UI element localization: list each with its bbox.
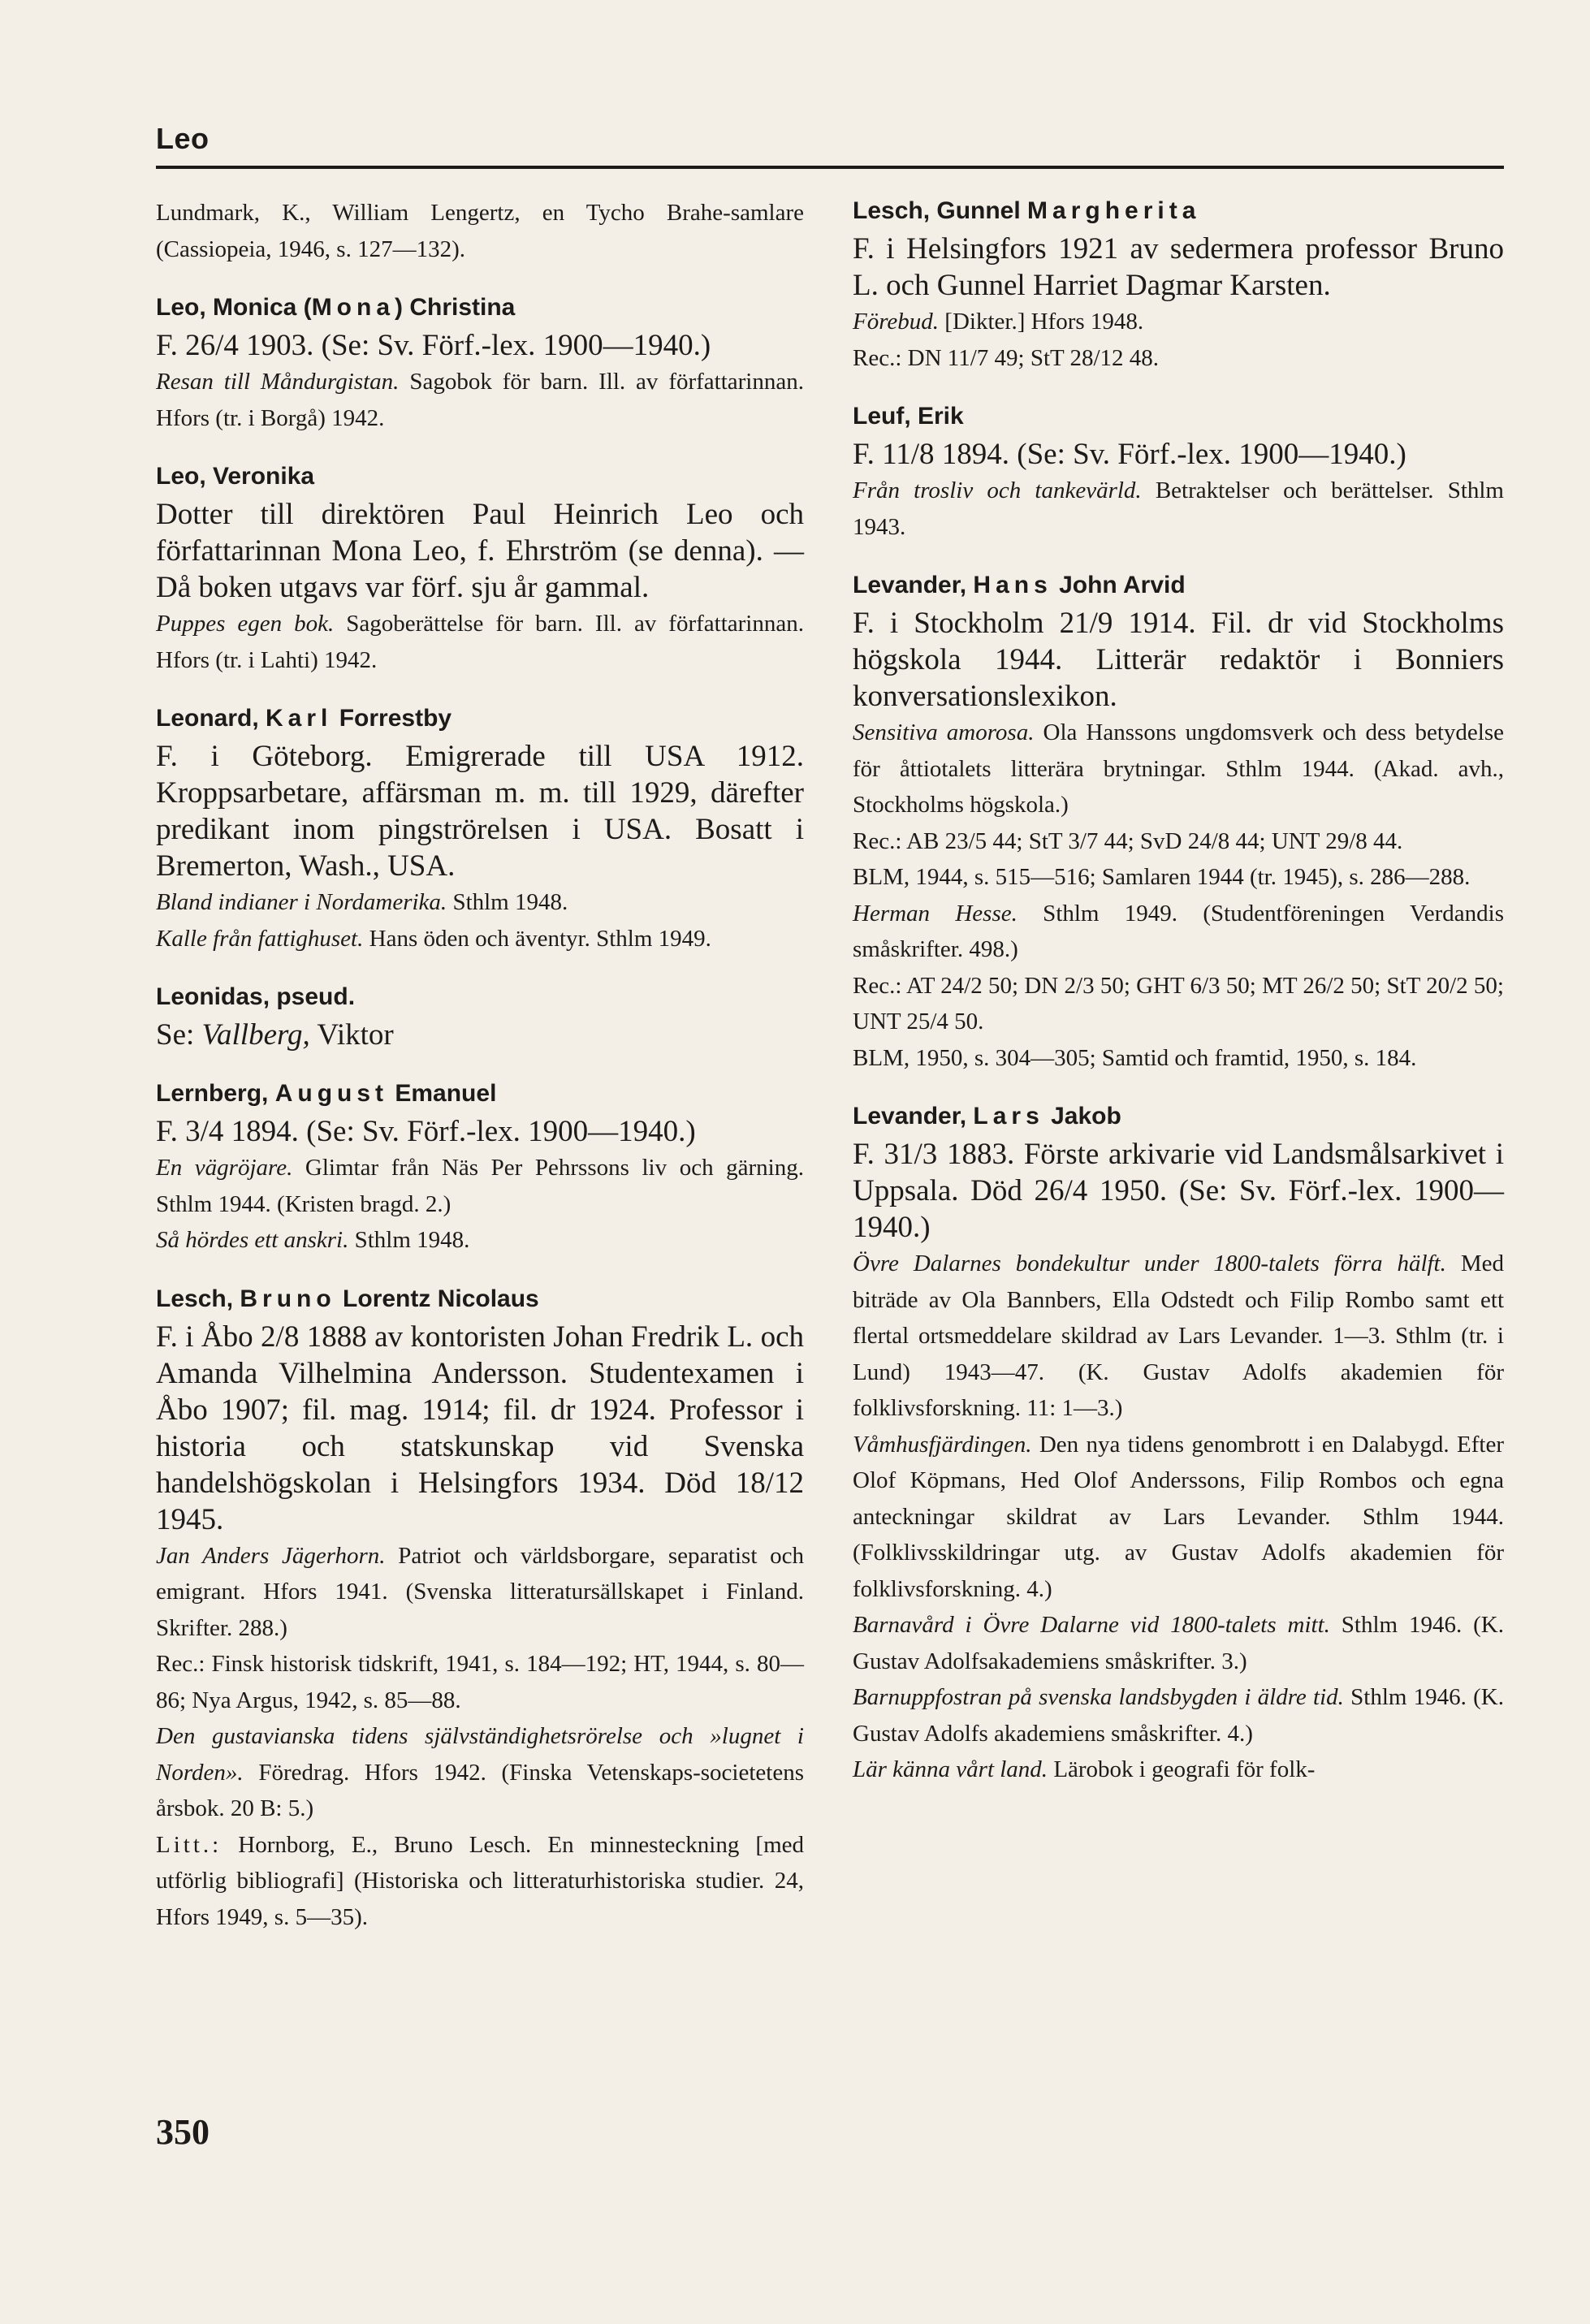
- entry-see-reference: Se: Vallberg, Viktor: [156, 1018, 394, 1052]
- entry-lernberg-august: [156, 1078, 804, 1259]
- entry-work: Sensitiva amorosa. Ola Hanssons ungdomsverk och dess betydelse för åttiotalets litterära brytningar. Sthlm 1944. (Akad. avh., Stockholms högskola.): [853, 719, 1505, 818]
- entry-biography: F. 26/4 1903. (Se: Sv. Förf.-lex. 1900—1940.): [156, 329, 711, 362]
- entry-review: Rec.: Finsk historisk tidskrift, 1941, s. 184—192; HT, 1944, s. 80—86; Nya Argus, 1942, s. 85—88.: [156, 1651, 804, 1713]
- entry-work: Puppes egen bok. Sagoberättelse för barn. Ill. av författarinnan. Hfors (tr. i Lahti) 1942.: [156, 611, 804, 673]
- entry-work: En vägröjare. Glimtar från Näs Per Pehrssons liv och gärning. Sthlm 1944. (Kristen bragd. 2.): [156, 1155, 804, 1217]
- entry-leonard-karl: [156, 702, 804, 957]
- entry-leonidas: [156, 981, 804, 1053]
- entry-headword: Lernberg, August Emanuel: [156, 1080, 497, 1107]
- continuation-text: Lundmark, K., William Lengertz, en Tycho Brahe-samlare (Cassiopeia, 1946, s. 127—132).: [156, 200, 804, 262]
- entry-work: Förebud. [Dikter.] Hfors 1948.: [853, 309, 1144, 335]
- entry-work: Resan till Måndurgistan. Sagobok för barn. Ill. av författarinnan. Hfors (tr. i Borgå) 1942.: [156, 369, 804, 431]
- entry-headword: Leonidas, pseud.: [156, 983, 356, 1010]
- entry-work: Våmhusfjärdingen. Den nya tidens genombrott i en Dalabygd. Efter Olof Köpmans, Hed Olof Anderssons, Filip Rombos och egna anteckningar skildrat av Lars Levander. Sthlm 1944. (Folklivsskildringar utg. av Gustav Adolfs akademien för folklivsforskning. 4.): [853, 1431, 1504, 1602]
- entry-review: Rec.: DN 11/7 49; StT 28/12 48.: [853, 344, 1159, 371]
- entry-headword: Levander, Lars Jakob: [853, 1103, 1121, 1130]
- entry-literature: Litt.: Hornborg, E., Bruno Lesch. En minnesteckning [med utförlig bibliografi] (Historiska och litteraturhistoriska studier. 24, Hfors 1949, s. 5—35).: [156, 1831, 804, 1930]
- entry-work: Kalle från fattighuset. Hans öden och äventyr. Sthlm 1949.: [156, 925, 711, 952]
- entry-leo-veronika: [156, 460, 804, 678]
- entry-headword: Leonard, Karl Forrestby: [156, 705, 452, 732]
- entry-biography: F. i Helsingfors 1921 av sedermera professor Bruno L. och Gunnel Harriet Dagmar Karsten.: [853, 232, 1504, 302]
- entry-work: Jan Anders Jägerhorn. Patriot och världsborgare, separatist och emigrant. Hfors 1941. (Svenska litteratursällskapet i Finland. Skrifter. 288.): [156, 1542, 805, 1641]
- entry-lesch-bruno: [156, 1283, 804, 1936]
- entry-work: Den gustavianska tidens självständighetsrörelse och »lugnet i Norden». Föredrag. Hfors 1942. (Finska Vetenskaps-societetens årsbok. 20 B: 5.): [156, 1723, 804, 1821]
- entry-biography: F. 31/3 1883. Förste arkivarie vid Landsmålsarkivet i Uppsala. Död 26/4 1950. (Se: Sv. Förf.-lex. 1900—1940.): [853, 1138, 1504, 1244]
- entry-review: Rec.: AB 23/5 44; StT 3/7 44; SvD 24/8 44; UNT 29/8 44.: [853, 827, 1403, 854]
- entry-biography: F. 11/8 1894. (Se: Sv. Förf.-lex. 1900—1940.): [853, 438, 1406, 471]
- right-column: [853, 195, 1504, 1812]
- running-head: Leo: [156, 122, 210, 155]
- entry-work: Barnuppfostran på svenska landsbygden i äldre tid. Sthlm 1946. (K. Gustav Adolfs akademiens småskrifter. 4.): [853, 1684, 1504, 1747]
- entry-leuf-erik: [853, 400, 1504, 545]
- entry-leo-monica: [156, 292, 804, 436]
- entry-work: Lär känna vårt land. Lärobok i geografi för folk-: [853, 1756, 1316, 1782]
- entry-work: Herman Hesse. Sthlm 1949. (Studentföreningen Verdandis småskrifter. 498.): [853, 900, 1504, 962]
- entry-work: Barnavård i Övre Dalarne vid 1800-talets mitt. Sthlm 1946. (K. Gustav Adolfsakademiens småskrifter. 3.): [853, 1612, 1504, 1674]
- entry-headword: Leo, Veronika: [156, 463, 315, 490]
- entry-headword: Leo, Monica (Mona) Christina: [156, 294, 516, 321]
- entry-levander-hans: [853, 569, 1504, 1076]
- entry-levander-lars: [853, 1100, 1504, 1788]
- left-column: [156, 195, 804, 1959]
- entry-review: BLM, 1944, s. 515—516; Samlaren 1944 (tr. 1945), s. 286—288.: [853, 864, 1471, 890]
- entry-headword: Levander, Hans John Arvid: [853, 572, 1186, 598]
- entry-biography: F. i Stockholm 21/9 1914. Fil. dr vid Stockholms högskola 1944. Litterär redaktör i Bonniers konversationslexikon.: [853, 607, 1504, 713]
- header-rule: [156, 166, 1504, 169]
- entry-work: Så hördes ett anskri. Sthlm 1948.: [156, 1227, 470, 1253]
- entry-work: Från trosliv och tankevärld. Betraktelser och berättelser. Sthlm 1943.: [853, 477, 1504, 540]
- entry-biography: Dotter till direktören Paul Heinrich Leo och författarinnan Mona Leo, f. Ehrström (se denna). — Då boken utgavs var förf. sju år gammal.: [156, 498, 804, 604]
- entry-continuation: [156, 195, 804, 267]
- entry-lesch-gunnel: [853, 195, 1504, 376]
- entry-biography: F. i Åbo 2/8 1888 av kontoristen Johan Fredrik L. och Amanda Vilhelmina Andersson. Studentexamen i Åbo 1907; fil. mag. 1914; fil. dr 1924. Professor i historia och statskunskap vid Svenska handelshögskolan i Helsingfors 1934. Död 18/12 1945.: [156, 1320, 804, 1536]
- entry-headword: Lesch, Gunnel Margherita: [853, 197, 1201, 224]
- page-number: 350: [156, 2112, 210, 2152]
- entry-biography: F. 3/4 1894. (Se: Sv. Förf.-lex. 1900—1940.): [156, 1115, 696, 1148]
- entry-review: Rec.: AT 24/2 50; DN 2/3 50; GHT 6/3 50; MT 26/2 50; StT 20/2 50; UNT 25/4 50.: [853, 972, 1504, 1035]
- entry-biography: F. i Göteborg. Emigrerade till USA 1912. Kroppsarbetare, affärsman m. m. till 1929, därefter predikant inom pingströrelsen i USA. Bosatt i Bremerton, Wash., USA.: [156, 740, 804, 883]
- entry-work: Bland indianer i Nordamerika. Sthlm 1948.: [156, 889, 568, 915]
- entry-headword: Leuf, Erik: [853, 403, 964, 430]
- entry-work: Övre Dalarnes bondekultur under 1800-talets förra hälft. Med biträde av Ola Bannbers, Ella Odstedt och Filip Rombo samt ett flertal ortsmeddelare skildrad av Lars Levander. 1—3. Sthlm (tr. i Lund) 1943—47. (K. Gustav Adolfs akademien för folklivsforskning. 11: 1—3.): [853, 1251, 1504, 1421]
- entry-headword: Lesch, Bruno Lorentz Nicolaus: [156, 1285, 539, 1312]
- entry-review: BLM, 1950, s. 304—305; Samtid och framtid, 1950, s. 184.: [853, 1044, 1417, 1071]
